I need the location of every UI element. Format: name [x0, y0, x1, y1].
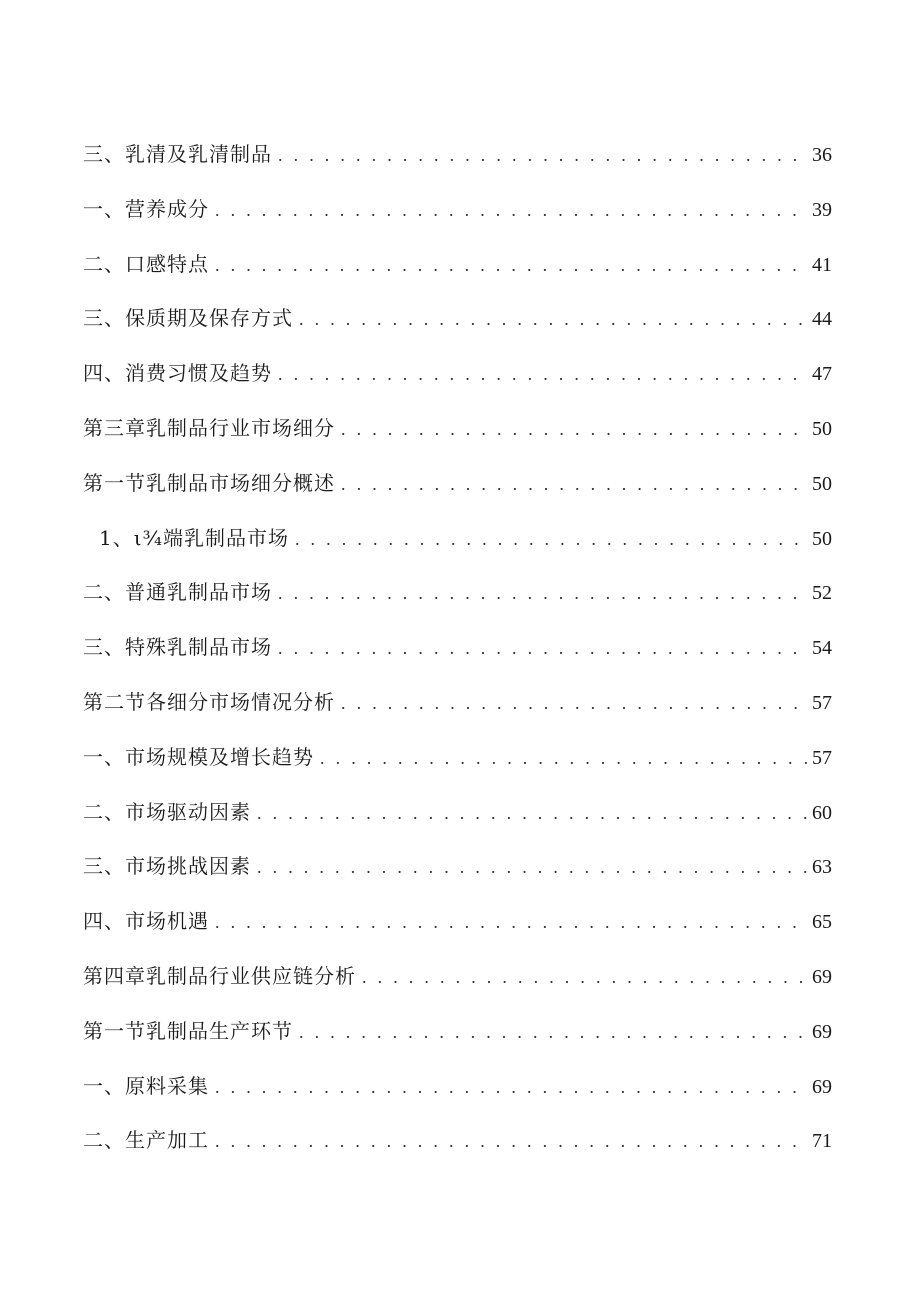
toc-entry-title: 二、生产加工 [83, 1128, 209, 1153]
toc-entry-page: 44 [812, 308, 832, 331]
toc-entry-page: 39 [812, 198, 832, 221]
toc-entry-title: 三、乳清及乳清制品 [83, 142, 272, 166]
toc-entry-title: 第一节乳制品生产环节 [83, 1018, 293, 1043]
toc-entry[interactable] [83, 620, 832, 675]
toc-entry-title: 二、口感特点 [83, 251, 209, 276]
toc-entry-page: 50 [812, 472, 832, 495]
toc-entry-title: 第三章乳制品行业市场细分 [83, 415, 335, 440]
toc-entry-title: 四、消费习惯及趋势 [83, 361, 272, 386]
toc-entry-title: 四、市场机遇 [83, 909, 209, 934]
toc-dot-leader [257, 786, 808, 841]
toc-entry[interactable] [83, 291, 832, 346]
toc-entry-page: 69 [812, 1020, 832, 1043]
toc-entry-title: 二、普通乳制品市场 [83, 580, 272, 605]
toc-dot-leader [341, 402, 808, 457]
toc-entry-page: 65 [812, 911, 832, 934]
toc-entry-title: 第二节各细分市场情况分析 [83, 689, 335, 714]
toc-dot-leader [299, 292, 808, 347]
toc-entry[interactable] [83, 730, 832, 785]
toc-dot-leader [215, 238, 808, 293]
toc-dot-leader [257, 840, 808, 895]
toc-entry[interactable] [83, 127, 832, 182]
toc-entry-title: 第四章乳制品行业供应链分析 [83, 963, 356, 988]
toc-entry-title: 三、保质期及保存方式 [83, 306, 293, 331]
toc-dot-leader [278, 347, 808, 402]
toc-entry-page: 63 [812, 856, 832, 879]
toc-entry[interactable] [83, 182, 832, 237]
toc-entry-title: 一、营养成分 [83, 196, 209, 221]
toc-dot-leader [295, 512, 808, 567]
toc-entry-page: 69 [812, 965, 832, 988]
toc-dot-leader [278, 621, 808, 676]
toc-entry-title: 二、市场驱动因素 [83, 799, 251, 824]
toc-entry-page: 57 [812, 746, 832, 769]
toc-entry[interactable] [83, 237, 832, 292]
toc-entry-page: 57 [812, 691, 832, 714]
toc-entry[interactable] [83, 456, 832, 511]
table-of-contents [83, 127, 832, 1168]
toc-entry-title: 第一节乳制品市场细分概述 [83, 470, 335, 495]
toc-dot-leader [215, 895, 808, 950]
toc-entry-title: 三、特殊乳制品市场 [83, 635, 272, 660]
toc-dot-leader [215, 1114, 808, 1169]
toc-entry-page: 36 [812, 144, 832, 166]
toc-entry-title: 一、市场规模及增长趋势 [83, 744, 314, 769]
toc-entry-title: 三、市场挑战因素 [83, 854, 251, 879]
toc-entry[interactable] [83, 839, 832, 894]
toc-entry-page: 60 [812, 801, 832, 824]
toc-entry[interactable] [83, 1059, 832, 1114]
toc-entry[interactable] [83, 785, 832, 840]
toc-entry-page: 71 [812, 1130, 832, 1153]
toc-dot-leader [341, 676, 808, 731]
toc-entry-page: 50 [812, 417, 832, 440]
toc-dot-leader [299, 1005, 808, 1060]
toc-dot-leader [215, 183, 808, 238]
toc-dot-leader [278, 566, 808, 621]
toc-entry[interactable] [83, 346, 832, 401]
toc-dot-leader [341, 457, 808, 512]
toc-dot-leader [362, 950, 808, 1005]
toc-entry[interactable] [83, 675, 832, 730]
toc-entry-page: 47 [812, 363, 832, 386]
toc-dot-leader [320, 731, 808, 786]
toc-entry-title: 1、ι¾端乳制品市场 [99, 525, 289, 550]
toc-entry-title: 一、原料采集 [83, 1073, 209, 1098]
toc-entry[interactable] [83, 511, 832, 566]
toc-dot-leader [278, 128, 808, 183]
toc-entry[interactable] [83, 1004, 832, 1059]
toc-entry[interactable] [83, 894, 832, 949]
toc-entry[interactable] [83, 565, 832, 620]
toc-entry[interactable] [83, 949, 832, 1004]
toc-entry-page: 54 [812, 637, 832, 660]
toc-entry-page: 52 [812, 582, 832, 605]
toc-entry-page: 41 [812, 253, 832, 276]
toc-entry[interactable] [83, 401, 832, 456]
toc-entry[interactable] [83, 1113, 832, 1168]
toc-entry-page: 69 [812, 1075, 832, 1098]
toc-dot-leader [215, 1060, 808, 1115]
toc-entry-page: 50 [812, 527, 832, 550]
